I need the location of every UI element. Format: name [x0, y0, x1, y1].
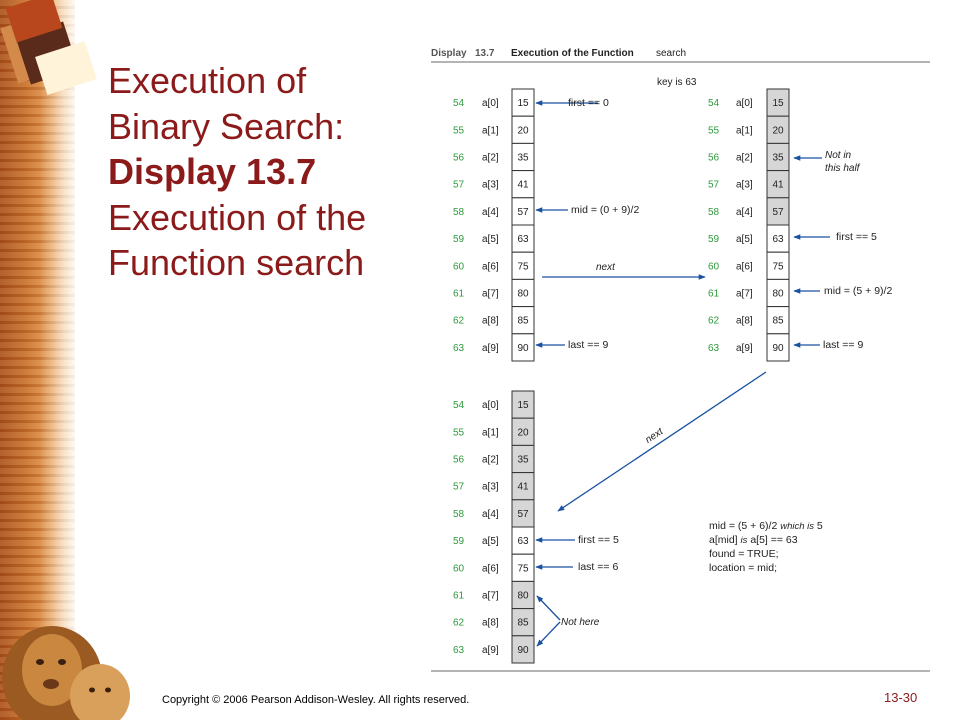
array-cell-value: 63 [517, 536, 529, 548]
line-number: 56 [453, 152, 465, 164]
array-cell-value: 80 [517, 288, 529, 300]
arrays-layer [453, 89, 789, 663]
array-index-label: a[4] [736, 206, 753, 218]
line-number: 63 [453, 644, 465, 656]
array-cell-value: 20 [517, 427, 529, 439]
array-index-label: a[8] [482, 315, 499, 327]
line-number: 54 [708, 98, 720, 110]
line-number: 62 [453, 617, 465, 629]
arrow-next-2 [558, 372, 766, 511]
array-cell-value: 57 [772, 206, 784, 218]
line-number: 55 [453, 125, 465, 137]
array-index-label: a[0] [482, 98, 499, 110]
label-not-in-1: Not in [825, 150, 852, 161]
array-index-label: a[2] [482, 454, 499, 466]
label-last-9-left: last == 9 [568, 339, 609, 351]
title-line-4: Execution of the [108, 196, 367, 238]
array-index-label: a[5] [482, 234, 499, 246]
array-index-label: a[9] [482, 342, 499, 354]
line-number: 57 [453, 481, 465, 493]
array-index-label: a[3] [482, 179, 499, 191]
array-cell-value: 80 [772, 288, 784, 300]
array-index-label: a[6] [482, 261, 499, 273]
line-number: 61 [453, 288, 465, 300]
line-number: 62 [453, 315, 465, 327]
label-mid-0-9: mid = (0 + 9)/2 [571, 204, 640, 216]
copyright-text: Copyright © 2006 Pearson Addison-Wesley. All rights reserved. [162, 694, 470, 706]
array-index-label: a[6] [482, 563, 499, 575]
array-cell-value: 75 [517, 261, 529, 273]
array-index-label: a[4] [482, 508, 499, 520]
line-number: 55 [708, 125, 720, 137]
display-caption-code: search [656, 48, 687, 59]
array-cell-value: 15 [772, 98, 784, 110]
line-number: 55 [453, 427, 465, 439]
title-line-2: Binary Search: [108, 105, 345, 147]
array-index-label: a[1] [736, 125, 753, 137]
lion-eye-left [36, 659, 44, 665]
array-index-label: a[3] [482, 481, 499, 493]
array-index-label: a[2] [736, 152, 753, 164]
line-number: 60 [453, 261, 465, 273]
lioness-eye-right [105, 688, 111, 693]
array-cell-value: 90 [772, 342, 784, 354]
array-cell-value: 63 [772, 234, 784, 246]
result-mid-expr: mid = (5 + 6)/2 [709, 520, 778, 532]
line-number: 54 [453, 400, 465, 412]
label-next-2: next [643, 426, 666, 446]
label-next-1: next [596, 262, 615, 273]
line-number: 58 [453, 508, 465, 520]
array-index-label: a[7] [736, 288, 753, 300]
label-not-here: Not here [561, 617, 600, 628]
label-last-9-right: last == 9 [823, 339, 864, 351]
array-index-label: a[4] [482, 206, 499, 218]
array-cell-value: 57 [517, 508, 529, 520]
result-which-is: which is [780, 521, 814, 532]
title-line-5: Function search [108, 242, 365, 283]
label-first-5-right: first == 5 [836, 231, 877, 243]
result-line-4: location = mid; [709, 562, 777, 574]
key-text: key is 63 [657, 77, 697, 88]
line-number: 60 [453, 563, 465, 575]
array-index-label: a[5] [736, 234, 753, 246]
array-index-label: a[5] [482, 536, 499, 548]
array-index-label: a[7] [482, 288, 499, 300]
array-index-label: a[9] [736, 342, 753, 354]
lions-image [0, 600, 160, 720]
lioness-eye-left [89, 688, 95, 693]
array-cell-value: 15 [517, 400, 529, 412]
line-number: 56 [453, 454, 465, 466]
array-cell-value: 41 [517, 179, 529, 191]
array-cell-value: 90 [517, 342, 529, 354]
array-cell-value: 35 [772, 152, 784, 164]
line-number: 60 [708, 261, 720, 273]
result-mid-value: 5 [816, 520, 823, 532]
line-number: 58 [708, 206, 720, 218]
line-number: 63 [453, 342, 465, 354]
result-amid: a[mid] [709, 534, 738, 546]
line-number: 59 [453, 536, 465, 548]
array-index-label: a[8] [482, 617, 499, 629]
line-number: 59 [708, 234, 720, 246]
line-number: 63 [708, 342, 720, 354]
slide-number: 13-30 [884, 690, 918, 705]
array-index-label: a[7] [482, 590, 499, 602]
array-index-label: a[9] [482, 644, 499, 656]
label-mid-5-9: mid = (5 + 9)/2 [824, 285, 893, 297]
arrow-not-here-down [537, 622, 560, 646]
display-caption: Execution of the Function [511, 48, 634, 59]
array-cell-value: 85 [772, 315, 784, 327]
arrow-not-here-up [537, 596, 560, 620]
result-line-1 [709, 520, 823, 532]
display-number: 13.7 [475, 48, 495, 59]
array-index-label: a[6] [736, 261, 753, 273]
array-index-label: a[0] [482, 400, 499, 412]
lion-eye-right [58, 659, 66, 665]
label-first-5-bottom: first == 5 [578, 534, 619, 546]
array-cell-value: 41 [772, 179, 784, 191]
array-cell-value: 90 [517, 644, 529, 656]
array-index-label: a[3] [736, 179, 753, 191]
array-cell-value: 15 [517, 98, 529, 110]
label-last-6: last == 6 [578, 561, 619, 573]
line-number: 54 [453, 98, 465, 110]
display-label: Display [431, 48, 467, 59]
result-line-3: found = TRUE; [709, 548, 779, 560]
label-first-0: first == 0 [568, 97, 609, 109]
array-cell-value: 35 [517, 152, 529, 164]
array-cell-value: 57 [517, 206, 529, 218]
result-line-2 [709, 534, 798, 546]
title-line-1: Execution of [108, 60, 307, 101]
array-cell-value: 80 [517, 590, 529, 602]
array-cell-value: 63 [517, 234, 529, 246]
array-index-label: a[0] [736, 98, 753, 110]
lion-nose [43, 679, 59, 689]
array-cell-value: 75 [517, 563, 529, 575]
array-cell-value: 41 [517, 481, 529, 493]
line-number: 57 [453, 179, 465, 191]
array-cell-value: 85 [517, 315, 529, 327]
result-a5: a[5] == 63 [750, 534, 798, 546]
array-index-label: a[8] [736, 315, 753, 327]
array-cell-value: 20 [517, 125, 529, 137]
line-number: 59 [453, 234, 465, 246]
array-index-label: a[1] [482, 427, 499, 439]
array-cell-value: 75 [772, 261, 784, 273]
line-number: 62 [708, 315, 720, 327]
array-cell-value: 85 [517, 617, 529, 629]
array-index-label: a[2] [482, 152, 499, 164]
array-cell-value: 20 [772, 125, 784, 137]
line-number: 58 [453, 206, 465, 218]
result-is: is [740, 535, 748, 546]
label-not-in-2: this half [825, 163, 860, 174]
title-line-3: Display 13.7 [108, 151, 317, 192]
line-number: 61 [708, 288, 720, 300]
line-number: 56 [708, 152, 720, 164]
line-number: 61 [453, 590, 465, 602]
line-number: 57 [708, 179, 720, 191]
array-index-label: a[1] [482, 125, 499, 137]
array-cell-value: 35 [517, 454, 529, 466]
